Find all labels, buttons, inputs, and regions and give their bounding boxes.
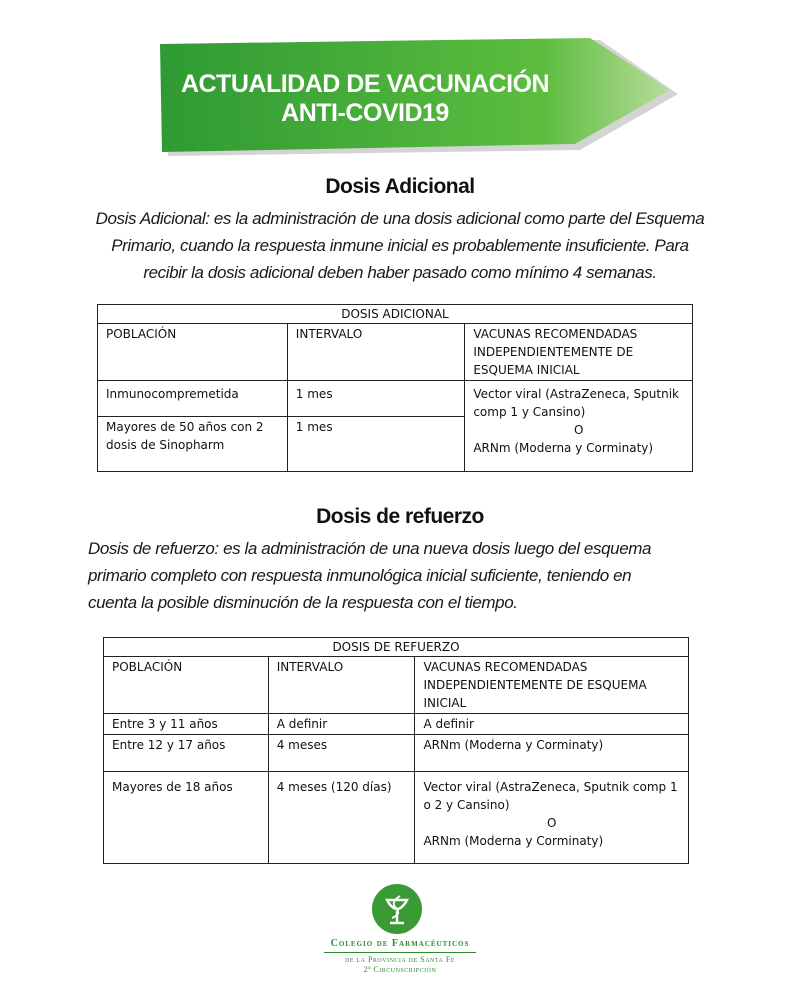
vaccines-cell: A definir xyxy=(415,714,689,735)
interval-cell: 4 meses xyxy=(268,735,415,772)
logo-name: Colegio de Farmacéuticos xyxy=(330,938,470,949)
table-row xyxy=(98,381,693,417)
additional-intro-line: Primario, cuando la respuesta inmune inicial es probablemente insuficiente. Para xyxy=(111,236,689,255)
column-header: INTERVALO xyxy=(268,657,415,714)
interval-cell: 1 mes xyxy=(287,381,465,417)
vaccine-or: O xyxy=(573,423,584,437)
additional-dose-table xyxy=(97,304,693,472)
interval-cell: 4 meses (120 días) xyxy=(268,772,415,864)
booster-intro-line: cuenta la posible disminución de la respuesta con el tiempo. xyxy=(88,593,518,612)
column-header: POBLACIÓN xyxy=(104,657,269,714)
table-row xyxy=(104,714,689,735)
population-cell: Inmunocompremetida xyxy=(98,381,288,417)
logo-district: 2ª Circunscripción xyxy=(363,965,437,974)
table-caption: DOSIS ADICIONAL xyxy=(98,305,693,324)
hygieia-cup-icon xyxy=(372,884,422,934)
additional-intro-line: Dosis Adicional: es la administración de una dosis adicional como parte del Esquema xyxy=(95,209,705,228)
banner-title-line1: ACTUALIDAD DE VACUNACIÓN xyxy=(180,70,550,98)
column-header: VACUNAS RECOMENDADAS INDEPENDIENTEMENTE DE ESQUEMA INICIAL xyxy=(415,657,689,714)
vaccine-option: ARNm (Moderna y Corminaty) xyxy=(473,441,654,455)
interval-cell: 1 mes xyxy=(287,417,465,472)
banner-title xyxy=(160,70,570,128)
vaccines-cell: ARNm (Moderna y Corminaty) xyxy=(415,735,689,772)
table-caption-row xyxy=(98,305,693,324)
table-header-row xyxy=(98,324,693,381)
column-header: POBLACIÓN xyxy=(98,324,288,381)
interval-cell: A definir xyxy=(268,714,415,735)
column-header: INTERVALO xyxy=(287,324,465,381)
booster-dose-intro xyxy=(60,535,688,616)
vaccine-option: ARNm (Moderna y Corminaty) xyxy=(423,834,604,848)
vaccine-or: O xyxy=(546,816,557,830)
vaccines-cell xyxy=(465,381,693,472)
title-banner xyxy=(160,38,680,156)
banner-title-line2: ANTI-COVID19 xyxy=(281,99,449,127)
logo-province: de la Provincia de Santa Fe xyxy=(344,955,456,964)
logo-emblem xyxy=(372,884,422,934)
booster-intro-line: Dosis de refuerzo: es la administración de una nueva dosis luego del esquema xyxy=(88,539,652,558)
pharmacists-college-logo xyxy=(320,884,480,984)
additional-intro-line: recibir la dosis adicional deben haber pasado como mínimo 4 semanas. xyxy=(143,263,657,282)
table-row xyxy=(104,772,689,864)
table-caption: DOSIS DE REFUERZO xyxy=(104,638,689,657)
additional-dose-intro xyxy=(60,205,740,286)
vaccine-option: Vector viral (AstraZeneca, Sputnik comp 1 y Cansino) xyxy=(473,387,679,419)
population-cell: Mayores de 50 años con 2 dosis de Sinopharm xyxy=(98,417,288,472)
population-cell: Entre 12 y 17 años xyxy=(104,735,269,772)
population-cell: Mayores de 18 años xyxy=(104,772,269,864)
additional-dose-heading: Dosis Adicional xyxy=(325,175,475,198)
vaccines-cell xyxy=(415,772,689,864)
vaccine-option: Vector viral (AstraZeneca, Sputnik comp 1 o 2 y Cansino) xyxy=(423,780,678,812)
booster-dose-table xyxy=(103,637,689,864)
booster-dose-heading: Dosis de refuerzo xyxy=(316,505,484,528)
population-cell: Entre 3 y 11 años xyxy=(104,714,269,735)
table-caption-row xyxy=(104,638,689,657)
column-header: VACUNAS RECOMENDADAS INDEPENDIENTEMENTE DE ESQUEMA INICIAL xyxy=(465,324,693,381)
table-header-row xyxy=(104,657,689,714)
logo-divider xyxy=(324,952,476,953)
table-row xyxy=(104,735,689,772)
booster-intro-line: primario completo con respuesta inmunológica inicial suficiente, teniendo en xyxy=(88,566,632,585)
